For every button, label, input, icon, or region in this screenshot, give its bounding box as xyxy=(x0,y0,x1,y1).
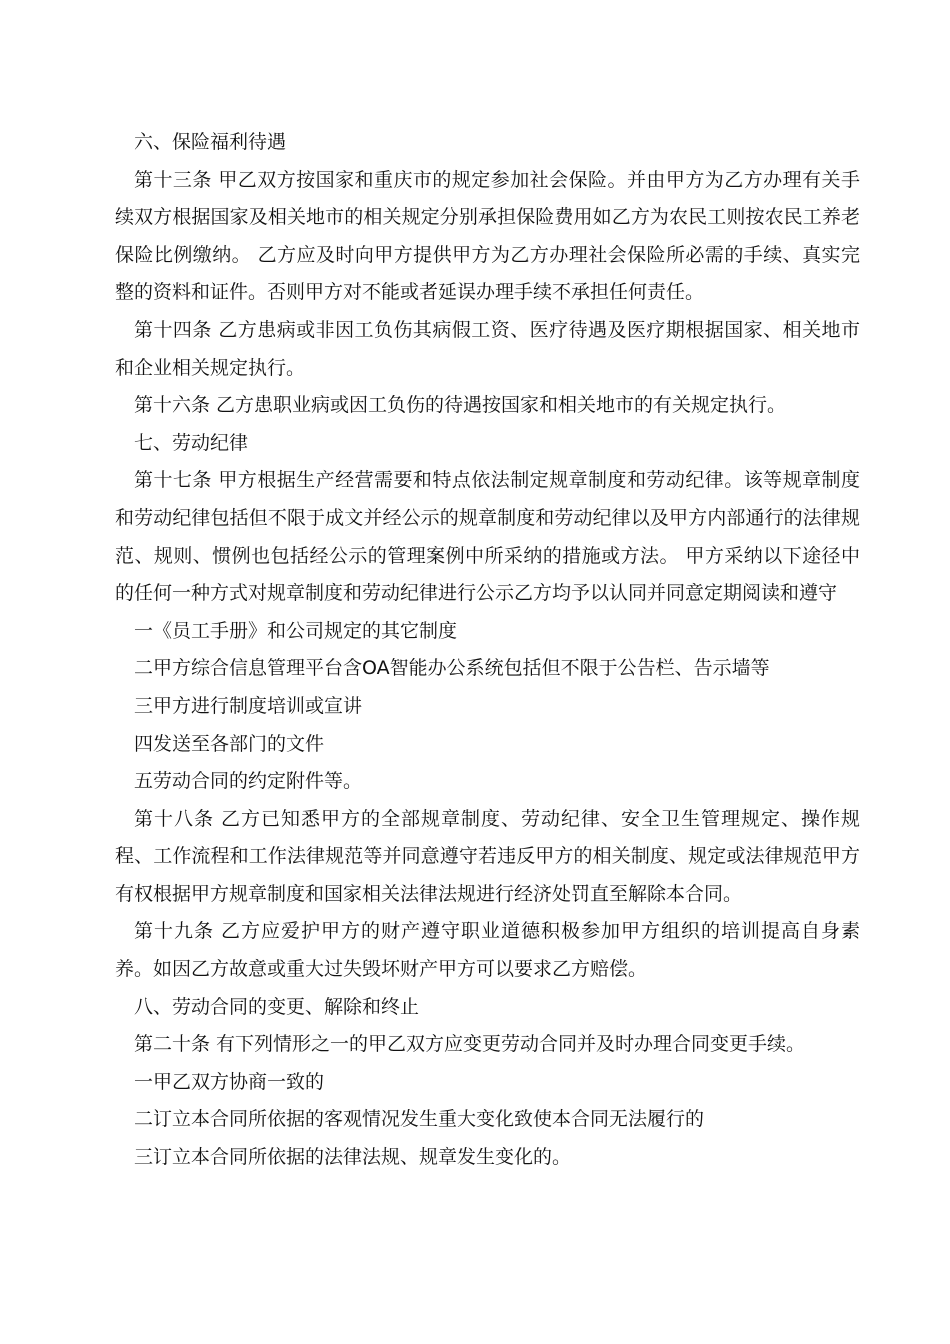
article-16: 第十六条 乙方患职业病或因工负伤的待遇按国家和相关地市的有关规定执行。 xyxy=(134,394,787,417)
section-heading-discipline: 七、劳动纪律 xyxy=(134,431,249,454)
article-13: 第十三条 甲乙双方按国家和重庆市的规定参加社会保险。并由甲方为乙方办理有关手续双方根据国家及相关地市的相关规定分别承担保险费用如乙方为农民工则按农民工养老保险比例缴纳。 乙方应及时向甲方提供甲方为乙方办理社会保险所必需的手续、真实完整的资料和证件。否则甲方对不能或者延误办理手续不承担任何责任。 xyxy=(115,168,860,304)
article-20: 第二十条 有下列情形之一的甲乙双方应变更劳动合同并及时办理合同变更手续。 xyxy=(134,1033,806,1056)
article-17: 第十七条 甲方根据生产经营需要和特点依法制定规章制度和劳动纪律。该等规章制度和劳动纪律包括但不限于成文并经公示的规章制度和劳动纪律以及甲方内部通行的法律规范、规则、惯例也包括经公示的管理案例中所采纳的措施或方法。 甲方采纳以下途径中的任何一种方式对规章制度和劳动纪律进行公示乙方均予以认同并同意定期阅读和遵守 xyxy=(115,469,860,605)
list-item: 二订立本合同所依据的客观情况发生重大变化致使本合同无法履行的 xyxy=(134,1108,705,1131)
list-item: 三甲方进行制度培训或宣讲 xyxy=(134,694,363,717)
article-18: 第十八条 乙方已知悉甲方的全部规章制度、劳动纪律、安全卫生管理规定、操作规程、工作流程和工作法律规范等并同意遵守若违反甲方的相关制度、规定或法律规范甲方有权根据甲方规章制度和国家相关法律法规进行经济处罚直至解除本合同。 xyxy=(115,807,860,905)
article-14: 第十四条 乙方患病或非因工负伤其病假工资、医疗待遇及医疗期根据国家、相关地市和企业相关规定执行。 xyxy=(115,318,860,379)
list-item: 二甲方综合信息管理平台含OA智能办公系统包括但不限于公告栏、告示墙等 xyxy=(134,657,770,680)
section-heading-insurance: 六、保险福利待遇 xyxy=(134,131,287,153)
list-item: 五劳动合同的约定附件等。 xyxy=(134,770,363,793)
list-item: 一甲乙双方协商一致的 xyxy=(134,1070,325,1093)
list-item: 三订立本合同所依据的法律法规、规章发生变化的。 xyxy=(134,1146,572,1169)
list-item: 四发送至各部门的文件 xyxy=(134,732,325,755)
section-heading-contract-change: 八、劳动合同的变更、解除和终止 xyxy=(134,995,420,1018)
document-body xyxy=(115,124,860,1177)
article-19: 第十九条 乙方应爱护甲方的财产遵守职业道德积极参加甲方组织的培训提高自身素养。如因乙方故意或重大过失毁坏财产甲方可以要求乙方赔偿。 xyxy=(115,920,860,981)
list-item: 一《员工手册》和公司规定的其它制度 xyxy=(134,619,458,642)
